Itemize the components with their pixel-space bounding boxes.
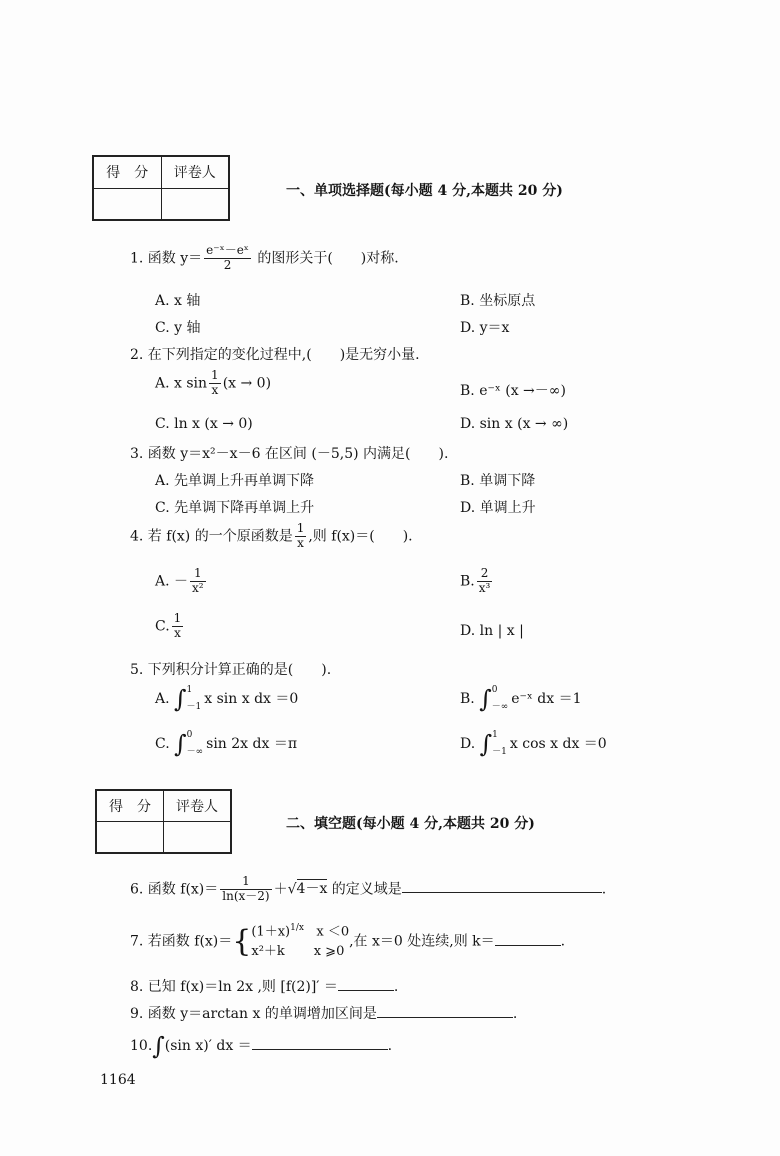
q8-answer-blank[interactable] — [338, 990, 394, 991]
q4-num: 1 — [296, 521, 305, 535]
q4-b-prefix: B. — [460, 573, 475, 590]
q4-option-a — [155, 567, 208, 596]
q6-end: . — [601, 881, 607, 898]
grader-label: 评卷人 — [161, 156, 229, 188]
q4-den: x — [297, 535, 304, 550]
q9-end: . — [512, 1006, 518, 1022]
q9-answer-blank[interactable] — [377, 1017, 513, 1018]
q4-a-prefix: A. － — [155, 573, 189, 590]
q5-a-label: A. — [155, 691, 170, 708]
q5-option-a — [155, 682, 298, 716]
q6-radicand: 4－x — [296, 881, 328, 898]
q10-prefix: 10. — [130, 1038, 153, 1054]
brace-icon: { — [232, 924, 252, 960]
q4-a-fraction — [190, 567, 206, 596]
q2-option-c: C. ln x (x → 0) — [155, 416, 253, 432]
q10-end: . — [387, 1038, 393, 1054]
question-10 — [130, 1032, 392, 1060]
q4-b-fraction — [477, 567, 493, 596]
q2-option-b: B. e⁻ˣ (x →－∞) — [460, 383, 566, 399]
q7-prefix: 7. 若函数 f(x)＝ — [130, 933, 233, 950]
question-3: 3. 函数 y＝x²－x－6 在区间 (－5,5) 内满足( ). — [130, 446, 449, 462]
q6-num: 1 — [220, 875, 271, 890]
q5-option-d — [460, 727, 607, 761]
q7-cases — [251, 922, 349, 961]
score-label: 得 分 — [93, 156, 161, 188]
q10-answer-blank[interactable] — [252, 1049, 388, 1050]
q5-a-body: x sin x dx ＝0 — [204, 691, 299, 708]
q5-c-limits — [187, 727, 204, 761]
q3-option-b: B. 单调下降 — [460, 473, 536, 489]
q1-prefix: 1. 函数 y＝ — [130, 250, 203, 267]
q1-den: 2 — [223, 257, 232, 272]
q6-prefix: 6. 函数 f(x)＝ — [130, 881, 219, 898]
q3-option-d: D. 单调上升 — [460, 500, 536, 516]
integral-sign: ∫ — [174, 685, 187, 714]
q10-body: (sin x)′ dx ＝ — [164, 1038, 252, 1054]
score-cell — [93, 188, 161, 220]
question-8 — [130, 976, 398, 996]
q7-case2: x²＋k — [251, 943, 285, 959]
q4-fraction — [295, 522, 307, 551]
question-2: 2. 在下列指定的变化过程中,( )是无穷小量. — [130, 347, 420, 363]
q4-c-fraction — [172, 612, 184, 641]
q1-option-c: C. y 轴 — [155, 320, 201, 336]
q7-suffix: ,在 x＝0 处连续,则 k＝ — [349, 933, 495, 950]
q2-option-d: D. sin x (x → ∞) — [460, 416, 569, 432]
q5-b-lower: －∞ — [491, 702, 509, 713]
q5-d-limits — [492, 727, 507, 761]
q4-option-d: D. ln | x | — [460, 623, 524, 639]
q8-text: 8. 已知 f(x)＝ln 2x ,则 [f(2)]′ ＝ — [130, 979, 338, 995]
q3-option-a: A. 先单调上升再单调下降 — [155, 473, 315, 489]
question-4 — [130, 522, 413, 551]
question-1 — [130, 244, 399, 273]
q5-option-c — [155, 727, 297, 761]
integral-sign: ∫ — [479, 730, 493, 759]
q4-c-den: x — [174, 625, 181, 640]
q5-b-limits — [492, 682, 509, 716]
q5-d-label: D. — [460, 736, 476, 753]
score-cell — [96, 821, 164, 853]
score-box-1 — [92, 155, 230, 221]
q5-d-lower: －1 — [492, 747, 507, 758]
question-5: 5. 下列积分计算正确的是( ). — [130, 662, 332, 678]
q5-a-lower: －1 — [186, 702, 202, 713]
q5-b-upper: 0 — [491, 685, 498, 695]
q2-a-fraction — [209, 369, 221, 398]
integral-sign: ∫ — [174, 730, 187, 759]
q1-option-d: D. y＝x — [460, 320, 510, 336]
q5-b-body: e⁻ˣ dx ＝1 — [511, 691, 582, 708]
q1-num: e⁻ˣ－eˣ — [206, 243, 249, 257]
question-6 — [130, 875, 606, 904]
q5-a-limits — [187, 682, 202, 716]
q4-b-num: 2 — [477, 567, 493, 582]
q5-a-upper: 1 — [186, 685, 193, 695]
q5-c-body: sin 2x dx ＝π — [206, 736, 298, 753]
score-label: 得 分 — [96, 790, 164, 821]
grader-cell — [161, 188, 229, 220]
q5-d-body: x cos x dx ＝0 — [509, 736, 607, 753]
q6-plus: ＋√ — [273, 881, 297, 898]
score-box-2 — [95, 789, 232, 854]
section2-title: 二、填空题(每小题 4 分,本题共 20 分) — [286, 816, 535, 832]
q5-c-lower: －∞ — [186, 747, 204, 758]
q6-suffix: 的定义域是 — [327, 881, 402, 898]
q1-option-b: B. 坐标原点 — [460, 293, 536, 309]
q2-a-suffix: (x → 0) — [222, 375, 272, 392]
q4-c-prefix: C. — [155, 618, 170, 635]
question-9 — [130, 1003, 517, 1023]
q7-case1-cond: x ＜0 — [316, 924, 350, 940]
q7-answer-blank[interactable] — [495, 945, 561, 946]
q7-case2-cond: x ⩾0 — [313, 943, 345, 959]
q5-d-upper: 1 — [492, 730, 498, 740]
q3-option-c: C. 先单调下降再单调上升 — [155, 500, 315, 516]
q7-case1: (1＋x) — [251, 924, 291, 940]
q2-a-num: 1 — [211, 368, 219, 382]
grader-cell — [164, 821, 232, 853]
q6-answer-blank[interactable] — [402, 892, 602, 893]
q4-c-num: 1 — [173, 611, 182, 625]
q2-option-a — [155, 369, 271, 398]
q6-den: ln(x－2) — [222, 888, 270, 903]
q7-end: . — [560, 933, 566, 950]
q4-a-num: 1 — [190, 567, 206, 582]
question-7 — [130, 922, 565, 961]
integral-sign: ∫ — [479, 685, 492, 714]
q1-suffix: 的图形关于( )对称. — [252, 250, 399, 267]
q4-prefix: 4. 若 f(x) 的一个原函数是 — [130, 528, 293, 545]
q5-option-b — [460, 682, 582, 716]
q9-text: 9. 函数 y＝arctan x 的单调增加区间是 — [130, 1006, 377, 1022]
section1-title: 一、单项选择题(每小题 4 分,本题共 20 分) — [286, 183, 563, 199]
q7-case1-exp: 1/x — [290, 923, 304, 933]
q2-a-prefix: A. x sin — [155, 375, 208, 392]
q5-b-label: B. — [460, 691, 475, 708]
grader-label: 评卷人 — [164, 790, 232, 821]
q8-end: . — [393, 979, 399, 995]
q1-fraction — [204, 244, 251, 273]
q4-option-c — [155, 612, 185, 641]
q6-fraction — [220, 875, 271, 904]
q5-c-upper: 0 — [186, 730, 193, 740]
q4-b-den: x³ — [478, 580, 491, 595]
q4-a-den: x² — [192, 580, 204, 595]
integral-sign: ∫ — [152, 1032, 165, 1060]
page-number: 1164 — [100, 1072, 136, 1088]
q2-a-den: x — [211, 382, 219, 397]
q4-option-b — [460, 567, 494, 596]
q1-option-a: A. x 轴 — [155, 293, 201, 309]
q4-suffix: ,则 f(x)＝( ). — [308, 528, 413, 545]
q5-c-label: C. — [155, 736, 170, 753]
